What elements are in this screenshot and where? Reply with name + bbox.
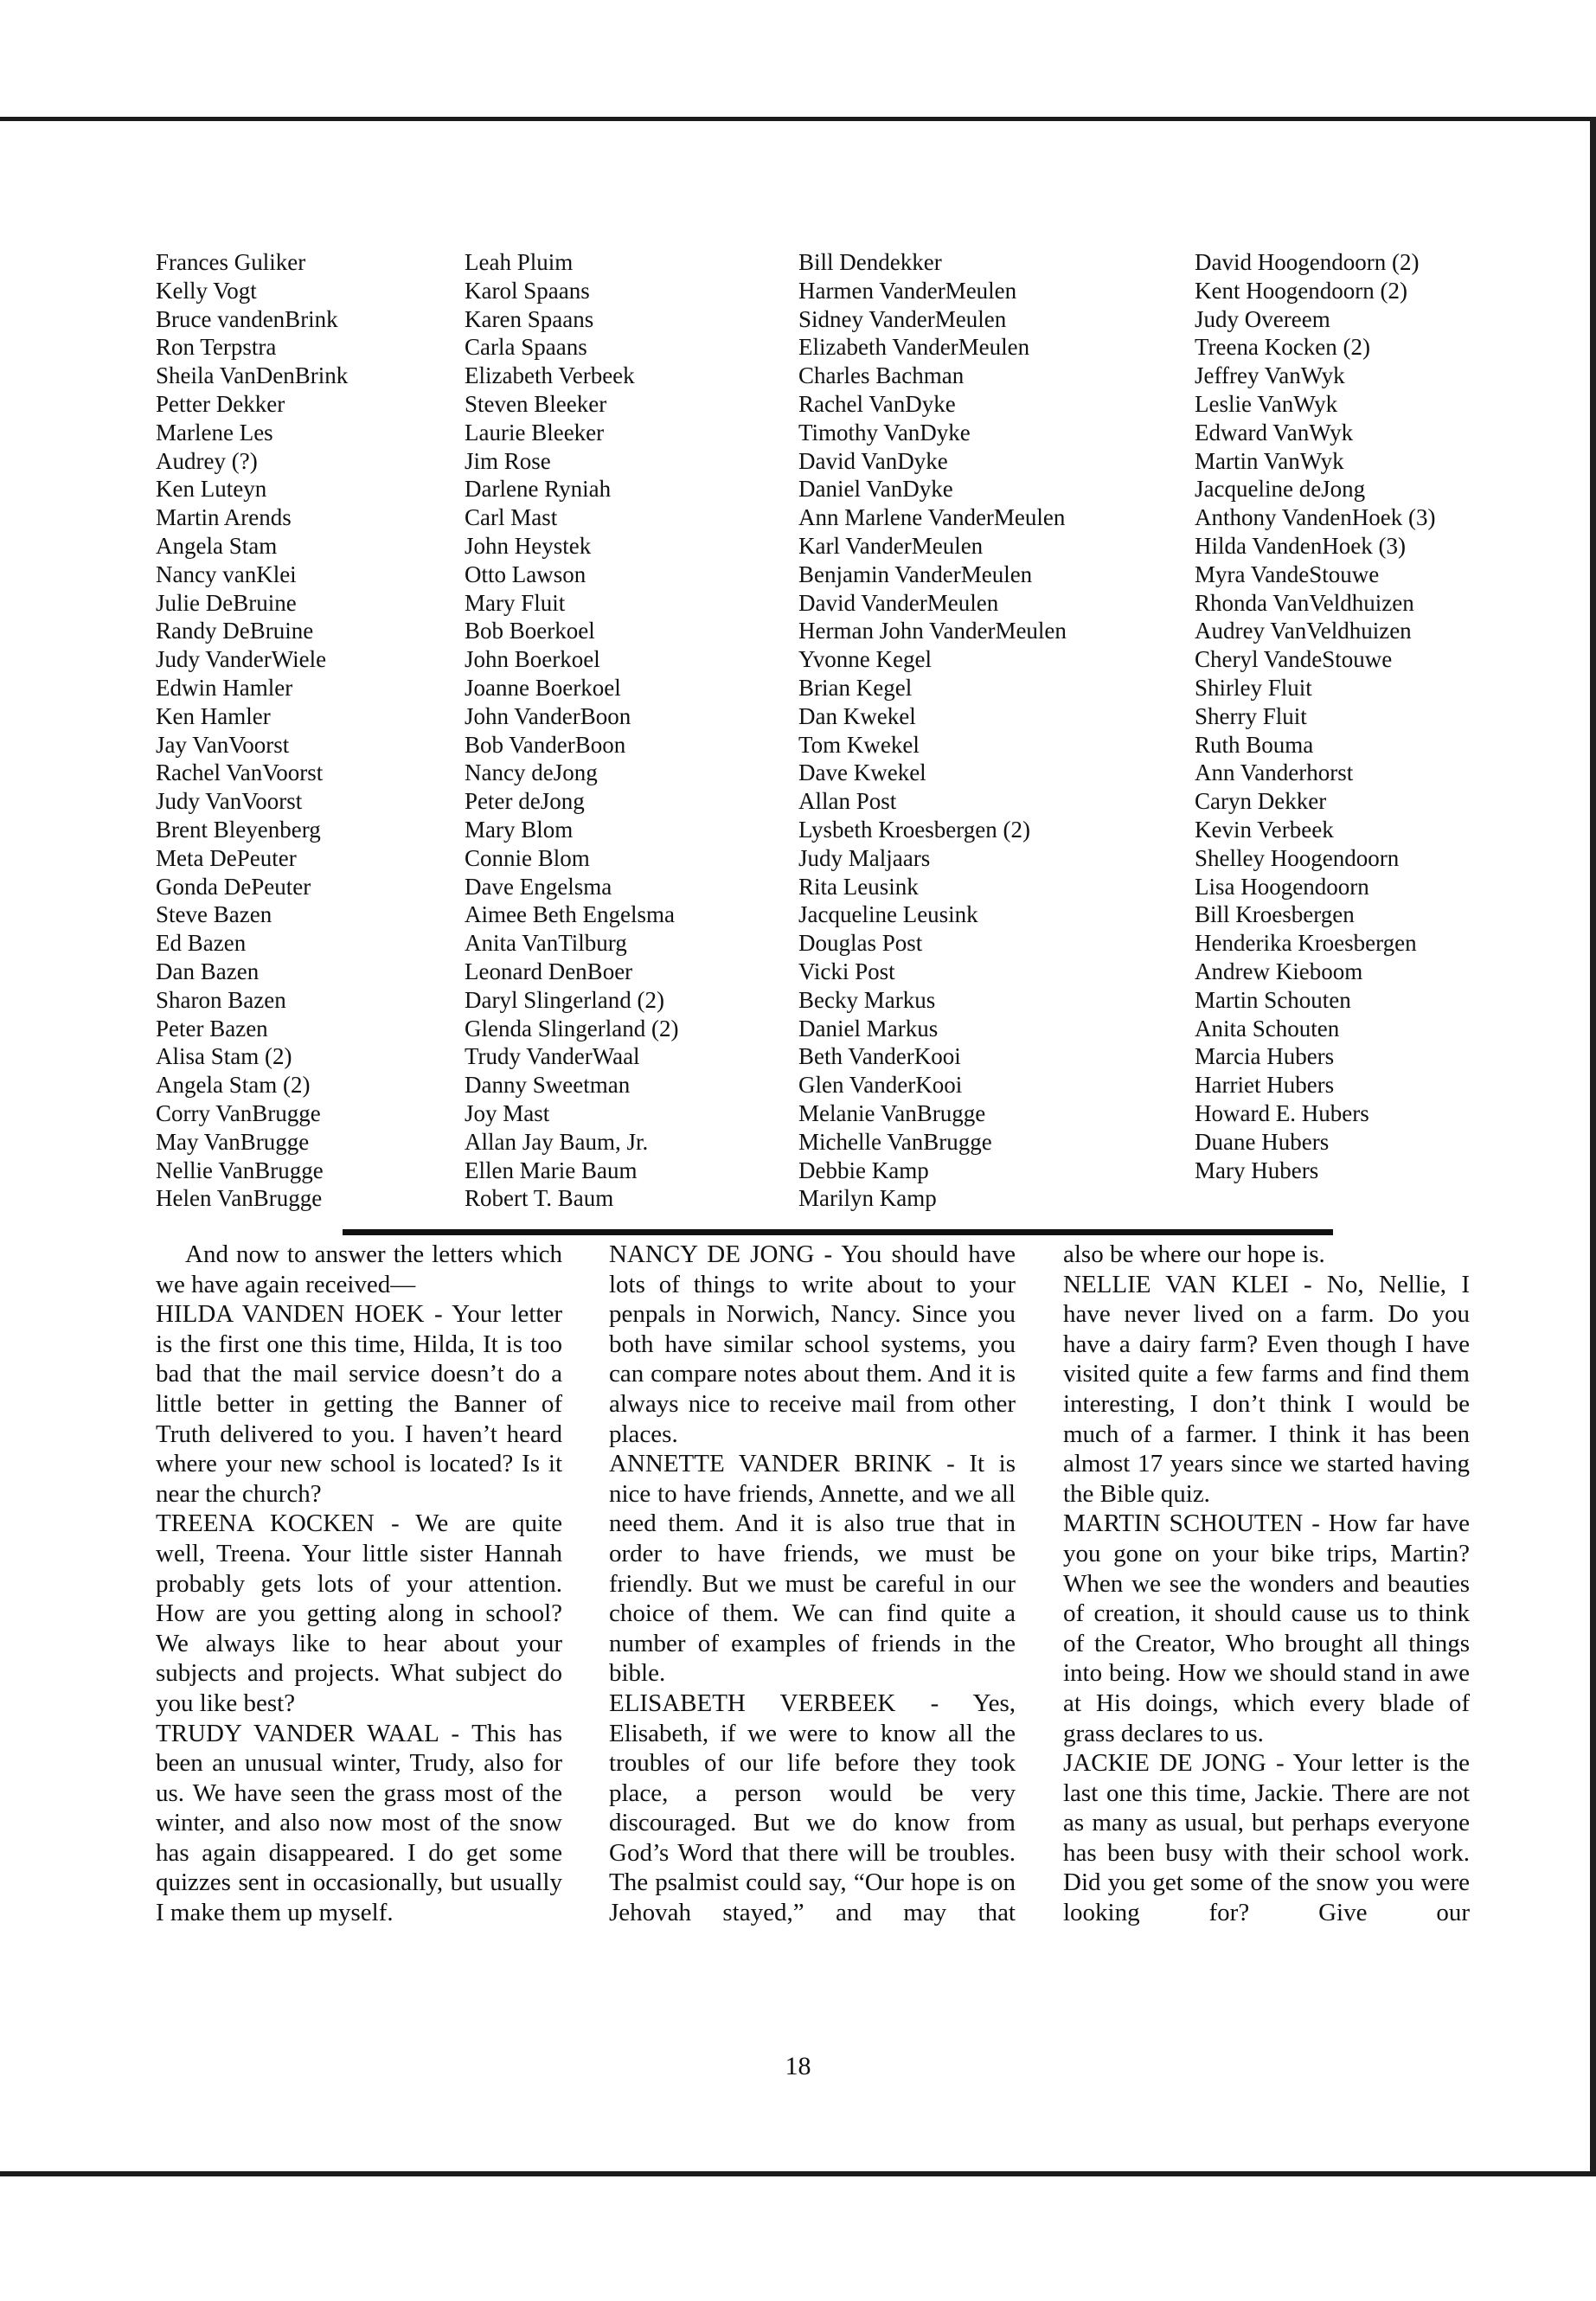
names-column-2: [465, 248, 678, 1213]
name-entry: May VanBrugge: [156, 1128, 310, 1155]
name-entry: Glenda Slingerland (2): [465, 1015, 679, 1042]
name-entry: Bill Dendekker: [798, 249, 942, 275]
name-entry: Judy Overeem: [1195, 305, 1330, 332]
name-entry: Harriet Hubers: [1195, 1072, 1335, 1099]
name-entry: Ellen Marie Baum: [465, 1157, 638, 1183]
name-entry: Mary Fluit: [465, 589, 566, 616]
name-entry: Henderika Kroesbergen: [1195, 930, 1417, 957]
name-entry: Shirley Fluit: [1195, 674, 1312, 701]
name-entry: Edwin Hamler: [156, 674, 293, 701]
name-entry: Duane Hubers: [1195, 1128, 1330, 1155]
name-entry: Aimee Beth Engelsma: [465, 901, 675, 928]
name-entry: Sidney VanderMeulen: [798, 305, 1007, 332]
name-entry: Gonda DePeuter: [156, 873, 311, 900]
name-entry: Ruth Bouma: [1195, 731, 1314, 758]
name-entry: Danny Sweetman: [465, 1072, 631, 1099]
name-entry: Leslie VanWyk: [1195, 390, 1338, 417]
name-entry: Leonard DenBoer: [465, 958, 633, 984]
name-entry: Daniel Markus: [798, 1015, 939, 1042]
name-entry: Laurie Bleeker: [465, 419, 605, 445]
name-entry: Benjamin VanderMeulen: [798, 561, 1033, 587]
name-entry: David Hoogendoorn (2): [1195, 249, 1420, 275]
name-entry: Allan Post: [798, 788, 897, 815]
letters-intro: And now to answer the letters which we have again received—: [156, 1240, 562, 1298]
letter-reply-jackie: JACKIE DE JONG - Your letter is the last one this time, Jackie. There are not as many as usual, but perhaps everyone has been busy with their school work. Did you get some of the snow you were looking for? Give our: [1063, 1749, 1470, 1927]
name-entry: Judy VanVoorst: [156, 788, 303, 815]
name-entry: Judy Maljaars: [798, 844, 931, 871]
name-entry: Mary Hubers: [1195, 1157, 1319, 1183]
name-entry: Darlene Ryniah: [465, 476, 612, 503]
name-entry: Treena Kocken (2): [1195, 334, 1370, 361]
name-entry: Daniel VanDyke: [798, 476, 953, 503]
name-entry: Jeffrey VanWyk: [1195, 362, 1345, 389]
name-entry: Anita Schouten: [1195, 1015, 1340, 1042]
name-entry: Tom Kwekel: [798, 731, 920, 758]
name-entry: Rachel VanVoorst: [156, 760, 324, 786]
name-entry: Martin VanWyk: [1195, 447, 1344, 474]
name-entry: Bruce vandenBrink: [156, 305, 338, 332]
name-entry: Julie DeBruine: [156, 589, 297, 616]
name-entry: Sherry Fluit: [1195, 702, 1307, 729]
letter-reply-nellie: NELLIE VAN KLEI - No, Nellie, I have never lived on a farm. Do you have a dairy farm? Even though I have visited quite a few farms and find them interesting, I don’t think I would be much of a farmer. I think it has been almost 17 years since we started having the Bible quiz.: [1063, 1270, 1470, 1508]
name-entry: Joy Mast: [465, 1099, 550, 1126]
letter-reply-trudy: TRUDY VANDER WAAL - This has been an unusual winter, Trudy, also for us. We have seen the grass most of the winter, and also now most of the snow has again disappeared. I do get some quizzes sent in occasionally, but usually I make them up myself.: [156, 1719, 562, 1927]
name-entry: Rita Leusink: [798, 873, 919, 900]
name-entry: Harmen VanderMeulen: [798, 277, 1017, 304]
name-entry: Marlene Les: [156, 419, 273, 445]
letter-reply-treena: TREENA KOCKEN - We are quite well, Treena. Your little sister Hannah probably gets lots of your attention. How are you getting along in school? We always like to hear about your subjects and projects. What subject do you like best?: [156, 1509, 562, 1717]
name-entry: Lysbeth Kroesbergen (2): [798, 816, 1030, 843]
name-entry: Corry VanBrugge: [156, 1099, 321, 1126]
name-entry: Anthony VandenHoek (3): [1195, 504, 1436, 531]
letter-reply-elisabeth: ELISABETH VERBEEK - Yes, Elisabeth, if we were to know all the troubles of our life before they took place, a person would be very discouraged. But we do know from God’s Word that there will be troubles. The psalmist could say, “Our hope is on Jehovah stayed,” and may that: [609, 1689, 1016, 1927]
name-entry: Nancy deJong: [465, 760, 598, 786]
letter-reply-continuation: also be where our hope is.: [1063, 1240, 1325, 1268]
name-entry: Bob Boerkoel: [465, 618, 595, 644]
name-entry: Ann Vanderhorst: [1195, 760, 1354, 786]
name-entry: Herman John VanderMeulen: [798, 618, 1067, 644]
name-entry: Debbie Kamp: [798, 1157, 929, 1183]
letter-reply-nancy: NANCY DE JONG - You should have lots of things to write about to your penpals in Norwich, Nancy. Since you both have similar school systems, you can compare notes about them. And it is always nice to receive mail from other places.: [609, 1240, 1016, 1448]
letter-reply-martin: MARTIN SCHOUTEN - How far have you gone on your bike trips, Martin? When we see the wonders and beauties of creation, it should cause us to think of the Creator, Who brought all things into being. How we should stand in awe at His doings, which every blade of grass declares to us.: [1063, 1509, 1470, 1747]
name-entry: Dave Kwekel: [798, 760, 926, 786]
letter-reply-annette: ANNETTE VANDER BRINK - It is nice to have friends, Annette, and we all need them. And it is also true that in order to have friends, we must be friendly. But we must be careful in our choice of them. We can find quite a number of examples of friends in the bible.: [609, 1450, 1016, 1688]
name-entry: Charles Bachman: [798, 362, 965, 389]
name-entry: Ron Terpstra: [156, 334, 277, 361]
name-entry: Dave Engelsma: [465, 873, 612, 900]
name-entry: Melanie VanBrugge: [798, 1099, 986, 1126]
name-entry: Nancy vanKlei: [156, 561, 297, 587]
page-number: 18: [785, 2052, 811, 2080]
name-entry: Alisa Stam (2): [156, 1043, 292, 1070]
name-entry: Michelle VanBrugge: [798, 1128, 992, 1155]
name-entry: Timothy VanDyke: [798, 419, 971, 445]
name-entry: Myra VandeStouwe: [1195, 561, 1380, 587]
name-entry: Glen VanderKooi: [798, 1072, 963, 1099]
name-entry: Jacqueline deJong: [1195, 476, 1366, 503]
names-column-4: [1195, 248, 1435, 1184]
name-entry: David VanderMeulen: [798, 589, 999, 616]
page-top-edge: [0, 117, 1596, 121]
name-entry: Leah Pluim: [465, 249, 574, 275]
name-entry: Ann Marlene VanderMeulen: [798, 504, 1066, 531]
name-entry: Frances Guliker: [156, 249, 306, 275]
name-entry: Otto Lawson: [465, 561, 586, 587]
section-divider-rule: [343, 1229, 1333, 1235]
name-entry: Elizabeth VanderMeulen: [798, 334, 1030, 361]
name-entry: Carl Mast: [465, 504, 558, 531]
name-entry: Ken Hamler: [156, 702, 271, 729]
name-entry: Steven Bleeker: [465, 390, 607, 417]
name-entry: Meta DePeuter: [156, 844, 297, 871]
name-entry: Robert T. Baum: [465, 1185, 614, 1212]
name-entry: Allan Jay Baum, Jr.: [465, 1128, 649, 1155]
name-entry: Ed Bazen: [156, 930, 247, 957]
name-entry: Angela Stam (2): [156, 1072, 311, 1099]
letters-column-1: [156, 1240, 562, 1928]
name-entry: Dan Kwekel: [798, 702, 916, 729]
name-entry: Bill Kroesbergen: [1195, 901, 1355, 928]
name-entry: Ken Luteyn: [156, 476, 267, 503]
names-column-3: [798, 248, 1067, 1213]
name-entry: Marcia Hubers: [1195, 1043, 1335, 1070]
letter-reply-hilda: HILDA VANDEN HOEK - Your letter is the first one this time, Hilda, It is too bad that the mail service doesn’t do a little better in getting the Banner of Truth delivered to you. I haven’t heard where your new school is located? Is it near the church?: [156, 1300, 562, 1508]
name-entry: Brent Bleyenberg: [156, 816, 321, 843]
name-entry: Douglas Post: [798, 930, 923, 957]
name-entry: Marilyn Kamp: [798, 1185, 937, 1212]
name-entry: Karl VanderMeulen: [798, 532, 984, 559]
name-entry: David VanDyke: [798, 447, 948, 474]
name-entry: Connie Blom: [465, 844, 590, 871]
letters-column-3: [1063, 1240, 1470, 1928]
name-entry: Martin Arends: [156, 504, 292, 531]
name-entry: Anita VanTilburg: [465, 930, 627, 957]
name-entry: Audrey VanVeldhuizen: [1195, 618, 1412, 644]
page-bottom-edge: [0, 2171, 1596, 2176]
name-entry: Kent Hoogendoorn (2): [1195, 277, 1407, 304]
name-entry: John Boerkoel: [465, 646, 600, 673]
name-entry: Peter deJong: [465, 788, 585, 815]
name-entry: Elizabeth Verbeek: [465, 362, 635, 389]
name-entry: Randy DeBruine: [156, 618, 314, 644]
name-entry: Mary Blom: [465, 816, 574, 843]
names-column-1: [156, 248, 348, 1213]
name-entry: Rachel VanDyke: [798, 390, 956, 417]
name-entry: Rhonda VanVeldhuizen: [1195, 589, 1414, 616]
name-entry: Sheila VanDenBrink: [156, 362, 349, 389]
name-entry: Dan Bazen: [156, 958, 260, 984]
name-entry: Petter Dekker: [156, 390, 285, 417]
name-entry: Andrew Kieboom: [1195, 958, 1363, 984]
name-entry: Joanne Boerkoel: [465, 674, 621, 701]
name-entry: Brian Kegel: [798, 674, 913, 701]
name-entry: Cheryl VandeStouwe: [1195, 646, 1393, 673]
letters-column-2: [609, 1240, 1016, 1928]
name-entry: Kelly Vogt: [156, 277, 257, 304]
name-entry: Shelley Hoogendoorn: [1195, 844, 1400, 871]
name-entry: Beth VanderKooi: [798, 1043, 961, 1070]
name-entry: Caryn Dekker: [1195, 788, 1327, 815]
name-entry: Karen Spaans: [465, 305, 594, 332]
name-entry: Becky Markus: [798, 986, 936, 1013]
name-entry: Daryl Slingerland (2): [465, 986, 664, 1013]
name-entry: Helen VanBrugge: [156, 1185, 323, 1212]
page-right-edge: [1590, 117, 1596, 2176]
name-entry: Steve Bazen: [156, 901, 272, 928]
name-entry: Jay VanVoorst: [156, 731, 290, 758]
name-entry: Nellie VanBrugge: [156, 1157, 324, 1183]
name-entry: Peter Bazen: [156, 1015, 268, 1042]
name-entry: Karol Spaans: [465, 277, 590, 304]
name-entry: Edward VanWyk: [1195, 419, 1354, 445]
name-entry: Kevin Verbeek: [1195, 816, 1334, 843]
name-entry: Lisa Hoogendoorn: [1195, 873, 1369, 900]
name-entry: Bob VanderBoon: [465, 731, 626, 758]
name-entry: Yvonne Kegel: [798, 646, 932, 673]
name-entry: Carla Spaans: [465, 334, 587, 361]
name-entry: Jim Rose: [465, 447, 551, 474]
name-entry: Sharon Bazen: [156, 986, 286, 1013]
name-entry: Audrey (?): [156, 447, 258, 474]
name-entry: John Heystek: [465, 532, 592, 559]
name-entry: Judy VanderWiele: [156, 646, 327, 673]
name-entry: Martin Schouten: [1195, 986, 1351, 1013]
name-entry: Howard E. Hubers: [1195, 1099, 1369, 1126]
name-entry: Jacqueline Leusink: [798, 901, 978, 928]
name-entry: Trudy VanderWaal: [465, 1043, 640, 1070]
name-entry: John VanderBoon: [465, 702, 631, 729]
name-entry: Vicki Post: [798, 958, 895, 984]
name-entry: Hilda VandenHoek (3): [1195, 532, 1406, 559]
name-entry: Angela Stam: [156, 532, 278, 559]
